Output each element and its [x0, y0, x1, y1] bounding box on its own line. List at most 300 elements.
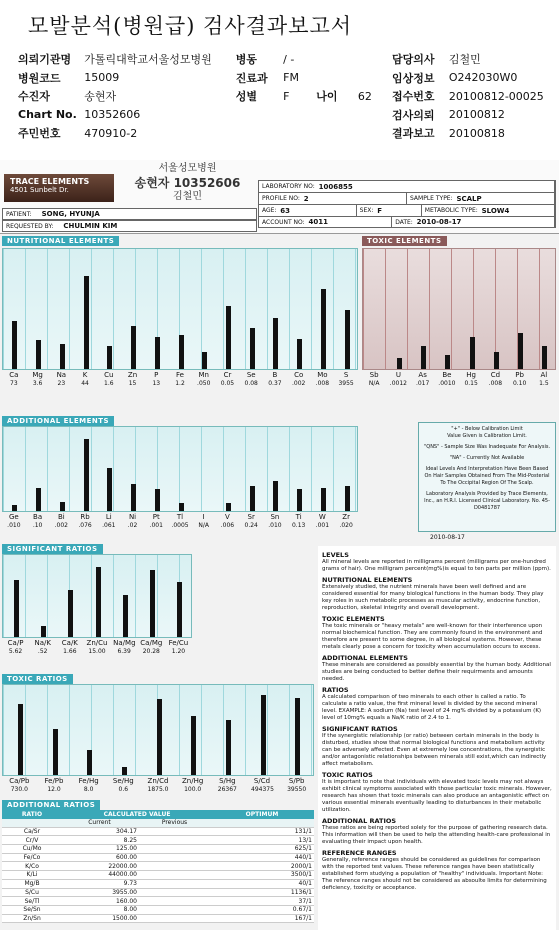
toxic-label: U [395, 371, 401, 379]
additional-ratios-title: ADDITIONAL RATIOS [2, 800, 100, 810]
toxic-ratio-label: Ca/Pb [9, 777, 30, 785]
info-row [18, 87, 553, 106]
lab-key: AGE: [262, 207, 277, 214]
ratio-name: K/Li [26, 871, 38, 879]
significant-bar [123, 595, 128, 637]
nutritional-label: Cr [223, 371, 232, 379]
levels-explanation [318, 546, 556, 930]
lab-value: 63 [280, 206, 291, 215]
significant-value: .52 [37, 648, 48, 655]
report-date: 2010-08-17 [430, 534, 465, 541]
nutritional-label: Mg [32, 371, 43, 379]
ratio-optimum: 2000/1 [290, 862, 312, 870]
table-row [2, 906, 314, 915]
levels-paragraph: These ratios are being reported solely for the purpose of gathering research data. This information will then be used to help the attending health-care professional in evaluating their impact upon health. [322, 825, 551, 845]
info-label: 진료과 [235, 71, 268, 85]
lab-cell [422, 205, 555, 216]
lab-key: DATE: [395, 218, 413, 226]
toxic-label: Hg [466, 371, 476, 379]
table-row [2, 871, 314, 880]
legend-line: "NA" - Currently Not Available [449, 455, 525, 461]
requested-key: REQUESTED BY: [6, 222, 54, 230]
additional-value: .076 [78, 522, 92, 529]
toxic-ratio-bar [53, 729, 58, 775]
legend-line: "QNS" - Sample Size Was Inadequate For Analysis. [423, 444, 551, 450]
toxic-ratio-value: 39550 [287, 786, 307, 793]
table-row [2, 897, 314, 906]
additional-value: .002 [54, 522, 68, 529]
nutritional-bar [155, 337, 160, 369]
additional-value: .010 [7, 522, 21, 529]
levels-heading: NUTRITIONAL ELEMENTS [322, 576, 413, 584]
levels-heading: TOXIC ELEMENTS [322, 615, 385, 623]
additional-bar [84, 439, 89, 511]
info-row [18, 106, 553, 125]
nutritional-value: 1.6 [104, 380, 114, 387]
legend-line: Value Given is Calibration Limit. [447, 433, 527, 439]
lab-cell [259, 217, 392, 227]
significant-label: Na/K [34, 639, 51, 647]
info-row [18, 50, 553, 69]
additional-value: .010 [268, 522, 282, 529]
levels-heading: TOXIC RATIOS [322, 771, 373, 779]
toxic-ratio-value: 1875.0 [147, 786, 169, 793]
lab-key: SAMPLE TYPE: [410, 195, 453, 202]
nutritional-label: Se [246, 371, 256, 379]
ratio-current: 8.00 [123, 906, 137, 914]
table-row [2, 889, 314, 898]
ratio-current: 600.00 [116, 854, 137, 862]
lab-value: F [377, 206, 383, 215]
additional-bar [36, 488, 41, 511]
levels-paragraph: It is important to note that individuals with elevated toxic levels may not always exhibit clinical symptoms associated with those particular toxic minerals. However, research has shown that toxic minerals can also produce an antagonistic effect on various essential minerals eventually leading to disturbances in their metabolic utilization. [322, 779, 552, 813]
additional-bar [12, 505, 17, 511]
toxic-ratio-label: Fe/Hg [78, 777, 99, 785]
toxic-ratio-bar [122, 767, 127, 775]
toxic-ratio-label: S/Pb [288, 777, 305, 785]
lab-value: 1006855 [318, 182, 353, 191]
nutritional-value: 0.08 [244, 380, 258, 387]
nutritional-bar [202, 352, 207, 369]
ratio-name: Fe/Co [23, 854, 41, 862]
info-value: 62 [357, 89, 372, 103]
toxic-label: Al [540, 371, 548, 379]
info-label: 성별 [235, 90, 258, 104]
additional-value: .10 [32, 522, 43, 529]
info-value: 20100812-00025 [448, 89, 544, 103]
toxic-ratio-bar [157, 699, 162, 775]
significant-bar [41, 626, 46, 637]
nutritional-chart [2, 248, 358, 370]
toxic-ratio-value: 730.0 [10, 786, 28, 793]
additional-value: .0005 [171, 522, 189, 529]
nutritional-label: Co [294, 371, 304, 379]
toxic-ratio-label: Zn/Hg [182, 777, 204, 785]
significant-chart [2, 554, 192, 638]
stamp-line: 김철민 [173, 191, 202, 202]
additional-label: W [318, 513, 326, 521]
info-label: 접수번호 [392, 90, 435, 104]
additional-label: Pt [152, 513, 160, 521]
ratio-optimum: 37/1 [298, 897, 312, 905]
ratio-optimum: 131/1 [294, 828, 312, 836]
ratio-current: 160.00 [116, 897, 137, 905]
nutritional-bar [226, 306, 231, 369]
additional-label: Sr [247, 513, 255, 521]
nutritional-label: Na [56, 371, 67, 379]
info-value: O242030W0 [448, 71, 518, 85]
column-subheader: Current [88, 819, 111, 827]
info-value: FM [283, 71, 299, 85]
nutritional-value: 15 [128, 380, 137, 387]
additional-label: Ti [295, 513, 302, 521]
additional-bar [297, 489, 302, 511]
significant-value: 15.00 [88, 648, 106, 655]
toxic-ratio-value: 100.0 [184, 786, 202, 793]
additional-value: .061 [102, 522, 116, 529]
table-row [2, 845, 314, 854]
info-value: 20100812 [448, 108, 505, 122]
nutritional-bar [131, 326, 136, 369]
info-value: 김철민 [448, 53, 481, 67]
additional-value: 0.13 [291, 522, 306, 529]
toxic-label: As [418, 371, 427, 379]
levels-paragraph: Extensively studied, the nutrient minerals have been well defined and are considered essential for many biological functions in the human body. They play key roles in such metabolic processes as muscular activity, endocrine function, reproduction, skeletal integrity and overall development. [322, 584, 544, 611]
requested-value: CHULMIN KIM [63, 222, 118, 230]
nutritional-label: Mn [198, 371, 209, 379]
ratio-current: 9.73 [123, 880, 137, 888]
nutritional-title: NUTRITIONAL ELEMENTS [2, 236, 119, 246]
logo-name: TRACE ELEMENTS [10, 177, 90, 186]
additional-value: .001 [149, 522, 163, 529]
info-row [18, 124, 553, 143]
lab-key: SEX: [359, 207, 374, 214]
ratio-name: Se/Tl [24, 897, 40, 905]
nutritional-bar [273, 318, 278, 369]
table-row [2, 836, 314, 845]
toxic-bar [542, 346, 547, 369]
table-header [2, 810, 314, 819]
nutritional-bar [321, 289, 326, 369]
nutritional-label: Fe [176, 371, 184, 379]
info-value: 470910-2 [84, 126, 138, 140]
additional-value: .02 [127, 522, 138, 529]
toxic-ratio-label: Se/Hg [112, 777, 134, 785]
nutritional-value: 3955 [338, 380, 354, 387]
lab-value: SCALP [456, 194, 482, 203]
nutritional-label: Mo [317, 371, 328, 379]
page-title: 모발분석(병원급) 검사결과보고서 [28, 14, 353, 38]
lab-value: 2 [303, 194, 309, 203]
additional-ratios-table [2, 810, 314, 923]
additional-chart [2, 426, 358, 512]
significant-value: 1.20 [171, 648, 186, 655]
nutritional-bar [250, 328, 255, 369]
additional-label: Ni [128, 513, 137, 521]
additional-label: Tl [176, 513, 184, 521]
ratio-current: 304.17 [116, 828, 137, 836]
additional-bar [60, 502, 65, 511]
levels-paragraph: The toxic minerals or "heavy metals" are well-known for their interference upon normal biochemical function. They are commonly found in the environment and therefore are present to some degree, in all biological systems. However, these metals clearly pose a concern for toxicity when accumulation occurs to excess. [322, 623, 543, 650]
toxic-value: 0.15 [464, 380, 478, 387]
ratio-current: 3955.00 [112, 888, 137, 896]
info-value: 20100818 [448, 126, 505, 140]
additional-bar [321, 488, 326, 511]
levels-paragraph: Generally, reference ranges should be considered as guidelines for comparison with the reported test values. These reference ranges have been statistically established form studying a population of "healthy" individuals. Important Note: The reference ranges should not be considered as absoulte limits for determining deficiency, toxicity or acceptance. [322, 857, 547, 891]
toxic-ratio-bar [18, 704, 23, 775]
patient-info [18, 50, 553, 143]
levels-paragraph: These minerals are considered as possibly essential by the human body. Additional studies are being conducted to better define their requirments and amounts needed. [322, 662, 551, 682]
table-subheader [2, 819, 314, 828]
additional-bar [250, 486, 255, 511]
additional-bar [179, 503, 184, 511]
info-label: 나이 [316, 90, 338, 104]
report-header [0, 160, 559, 234]
info-value: F [283, 89, 290, 103]
toxic-ratios-title: TOXIC RATIOS [2, 674, 73, 684]
toxic-ratio-value: 0.6 [118, 786, 129, 793]
toxic-chart [362, 248, 556, 370]
nutritional-bar [12, 321, 17, 369]
additional-label: Ba [33, 513, 43, 521]
legend-line: Ideal Levels And Interpretation Have Been Based On Hair Samples Obtained From The Mid-Posterial To The Occipital Region Of The Scalp. [424, 466, 550, 486]
lab-value: SLOW4 [481, 206, 510, 215]
info-row [18, 69, 553, 88]
significant-label: Ca/P [7, 639, 24, 647]
significant-bar [96, 567, 101, 637]
nutritional-value: .008 [315, 380, 330, 387]
additional-label: Zr [342, 513, 350, 521]
nutritional-label: Ca [9, 371, 19, 379]
column-subheader: Previous [161, 819, 188, 827]
additional-value: 0.24 [244, 522, 258, 529]
info-value: 15009 [84, 71, 120, 85]
toxic-ratio-value: 494375 [251, 786, 274, 793]
significant-value: 5.62 [8, 648, 23, 655]
info-label: 병원코드 [18, 71, 61, 85]
ratio-optimum: 40/1 [298, 880, 312, 888]
additional-bar [107, 468, 112, 511]
toxic-title: TOXIC ELEMENTS [362, 236, 447, 246]
lab-value: 2010-08-17 [416, 218, 462, 226]
ratio-name: Cu/Mo [22, 845, 42, 853]
info-label: 결과보고 [392, 127, 435, 141]
additional-bar [345, 486, 350, 511]
table-row [2, 915, 314, 924]
info-label: Chart No. [18, 108, 77, 122]
toxic-value: 0.10 [512, 380, 527, 387]
toxic-value: .0010 [438, 380, 456, 387]
lab-row [258, 216, 556, 228]
lab-row [258, 204, 556, 216]
significant-bar [177, 582, 182, 637]
ratio-optimum: 13/1 [298, 836, 312, 844]
levels-heading: ADDITIONAL ELEMENTS [322, 654, 408, 662]
nutritional-bar [60, 344, 65, 369]
ratio-name: Cr/V [25, 836, 39, 844]
lab-key: PROFILE NO: [262, 195, 300, 202]
toxic-ratios-chart [2, 684, 314, 776]
info-label: 병동 [235, 53, 258, 67]
additional-value: .020 [339, 522, 353, 529]
lab-cell [357, 205, 422, 216]
ratio-name: Zn/Sn [23, 914, 41, 922]
requested-row [2, 220, 257, 232]
lab-cell [392, 217, 555, 227]
toxic-ratio-label: Fe/Pb [44, 777, 64, 785]
toxic-value: .008 [488, 380, 503, 387]
toxic-ratio-label: S/Cd [253, 777, 271, 785]
ratio-current: 8.25 [123, 836, 137, 844]
toxic-bar [470, 337, 475, 369]
additional-bar [273, 481, 278, 511]
toxic-ratio-value: 12.0 [47, 786, 61, 793]
info-label: 담당의사 [392, 53, 435, 67]
table-row [2, 880, 314, 889]
patient-key: PATIENT: [6, 210, 32, 218]
nutritional-label: Cu [104, 371, 114, 379]
column-header: CALCULATED VALUE [103, 811, 171, 818]
toxic-bar [518, 333, 523, 369]
levels-heading: SIGNIFICANT RATIOS [322, 725, 398, 733]
toxic-ratio-label: S/Hg [219, 777, 236, 785]
additional-bar [226, 503, 231, 511]
additional-label: V [225, 513, 230, 521]
ratio-name: S/Cu [25, 888, 39, 896]
lab-row [258, 192, 556, 204]
patient-value: SONG, HYUNJA [41, 210, 100, 218]
info-value: 송현자 [84, 90, 117, 104]
significant-label: Fe/Cu [168, 639, 189, 647]
nutritional-label: B [272, 371, 278, 379]
significant-label: Na/Mg [113, 639, 136, 647]
nutritional-value: 23 [57, 380, 66, 387]
toxic-label: Cd [490, 371, 501, 379]
nutritional-bar [36, 340, 41, 369]
significant-bar [150, 570, 155, 637]
lab-value: 4011 [308, 218, 328, 226]
toxic-value: .0012 [389, 380, 407, 387]
logo-sub: 4501 Sunbelt Dr. [10, 186, 69, 194]
nutritional-value: 3.6 [32, 380, 43, 387]
info-label: 임상정보 [392, 71, 435, 85]
significant-bar [68, 590, 73, 637]
lab-cell [259, 193, 407, 204]
levels-paragraph: If the synergistic relationship (or ratio) between certain minerals in the body is disturbed, studies show that normal biological functions and metabolism activity can be adversely affected. Even at extremely low concentrations, the synergistic and/or antagonistic relationships between minerals still exist,which can indirectly affect metabolism. [322, 733, 547, 767]
table-row [2, 862, 314, 871]
significant-value: 6.39 [117, 648, 131, 655]
lab-logo [4, 174, 114, 202]
stamp-line: 송현자 10352606 [134, 176, 241, 190]
toxic-ratio-label: Zn/Cd [147, 777, 169, 785]
additional-label: Rb [80, 513, 90, 521]
info-label: 의뢰기관명 [18, 53, 72, 67]
lab-cell [407, 193, 555, 204]
additional-title: ADDITIONAL ELEMENTS [2, 416, 114, 426]
levels-paragraph: All mineral levels are reported in milligrams percent (milligrams per one-hundred grams of hair). One milligram percent(mg%)is equal to ten parts per million (ppm). [322, 559, 551, 572]
toxic-value: .017 [415, 380, 430, 387]
legend-line: Laboratory Analysis Provided by Trace Elements, Inc., an H.R.I. Licensed Clinical Laboratory. No. 45-D0481787 [424, 491, 550, 511]
toxic-label: Pb [515, 371, 524, 379]
ratio-optimum: 167/1 [294, 914, 312, 922]
ratio-optimum: 3500/1 [290, 871, 312, 879]
additional-label: Li [105, 513, 112, 521]
toxic-value: N/A [368, 380, 380, 387]
levels-heading: ADDITIONAL RATIOS [322, 817, 397, 825]
significant-value: 20.28 [142, 648, 160, 655]
stamp-line: 서울성모병원 [158, 163, 217, 174]
nutritional-value: 13 [152, 380, 161, 387]
additional-value: .006 [220, 522, 235, 529]
nutritional-value: 73 [10, 380, 18, 387]
nutritional-bar [179, 335, 184, 369]
toxic-bar [397, 358, 402, 369]
toxic-ratio-bar [191, 716, 196, 775]
significant-label: Zn/Cu [86, 639, 108, 647]
ratio-name: Mg/B [24, 880, 40, 888]
levels-paragraph: A calculated comparison of two minerals to each other is called a ratio. To calculate a ratio value, the first mineral level is divided by the second mineral level. EXAMPLE: A sodium (Na) test level of 24 mg% divided by a potassium (K) level of 10mg% equals a Na/K ratio of 2.4 to 1. [322, 694, 542, 721]
nutritional-bar [84, 276, 89, 369]
ratio-current: 44000.00 [108, 871, 137, 879]
nutritional-label: P [154, 371, 159, 379]
lab-cell [259, 205, 357, 216]
levels-heading: REFERENCE RANGES [322, 849, 397, 857]
additional-value: N/A [198, 522, 210, 529]
info-label: 검사의뢰 [392, 108, 435, 122]
patient-row [2, 208, 257, 220]
table-body [2, 828, 314, 924]
table-row [2, 854, 314, 863]
table-row [2, 828, 314, 837]
nutritional-value: 1.2 [175, 380, 185, 387]
ratio-current: 22000.00 [108, 862, 137, 870]
levels-heading: RATIOS [322, 686, 349, 694]
lab-key: ACCOUNT NO: [262, 218, 305, 226]
toxic-label: Be [442, 371, 452, 379]
nutritional-value: 0.05 [220, 380, 235, 387]
nutritional-value: 0.37 [268, 380, 282, 387]
ratio-current: 125.00 [116, 845, 137, 853]
toxic-ratio-bar [261, 695, 266, 775]
toxic-bar [445, 355, 450, 369]
lab-row [258, 180, 556, 192]
significant-title: SIGNIFICANT RATIOS [2, 544, 103, 554]
legend-line: "+" - Below Calibration Limit [451, 426, 523, 432]
additional-value: .001 [315, 522, 330, 529]
toxic-label: Sb [369, 371, 379, 379]
info-label: 수진자 [18, 90, 50, 104]
significant-bar [14, 580, 19, 637]
info-label: 주민번호 [18, 127, 61, 141]
nutritional-bar [297, 339, 302, 369]
toxic-value: 1.5 [539, 380, 549, 387]
ratio-name: Se/Sn [23, 906, 41, 914]
legend-box [418, 422, 556, 532]
hair-analysis-report [0, 160, 559, 930]
lab-info-box [258, 180, 556, 228]
ratio-optimum: 1136/1 [290, 888, 312, 896]
hospital-stamp [125, 162, 250, 208]
additional-bar [131, 484, 136, 511]
nutritional-bar [345, 310, 350, 369]
nutritional-label: S [343, 371, 349, 379]
ratio-current: 1500.00 [112, 914, 137, 922]
significant-value: 1.66 [63, 648, 77, 655]
additional-label: Ge [8, 513, 19, 521]
info-value: / - [283, 52, 295, 66]
toxic-bar [421, 346, 426, 369]
toxic-ratio-bar [295, 698, 300, 775]
